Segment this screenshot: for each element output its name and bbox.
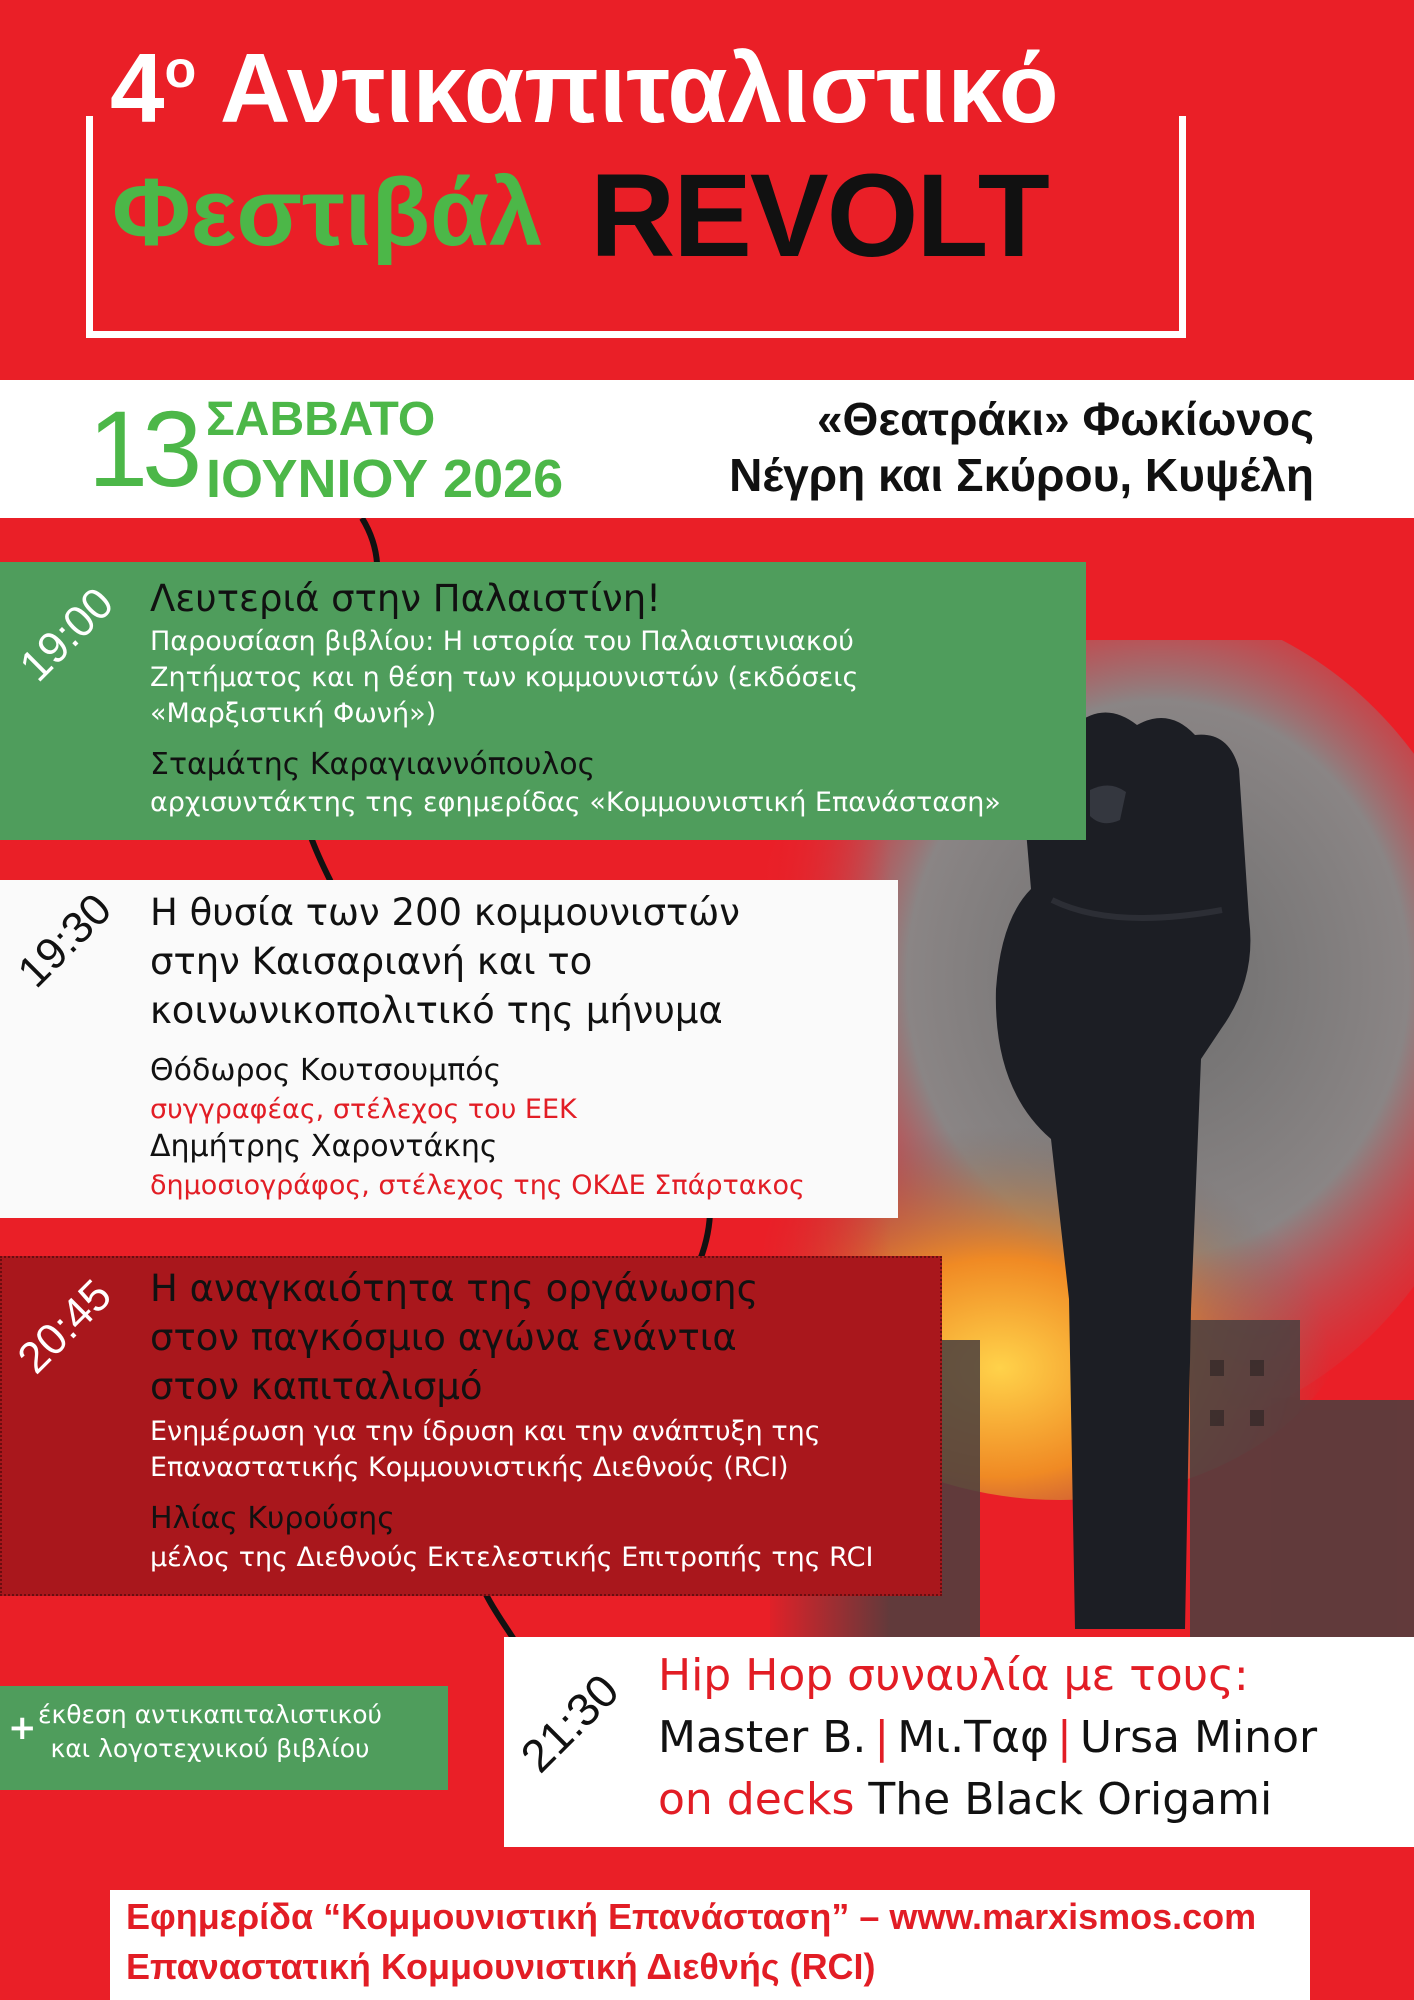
event-title-2-line-2: στην Καισαριανή και το — [150, 940, 593, 983]
festival-word: Φεστιβάλ — [112, 159, 543, 266]
speaker-name-3: Δημήτρης Χαροντάκης — [150, 1129, 498, 1164]
event-title-3-line-1: Η αναγκαιότητα της οργάνωσης — [150, 1267, 759, 1310]
dj-name: The Black Origami — [868, 1774, 1273, 1825]
month-year: ΙΟΥΝΙΟΥ 2026 — [206, 449, 564, 509]
concert-dj-line — [658, 1774, 1272, 1825]
event-title-2-line-1: Η θυσία των 200 κομμουνιστών — [150, 891, 740, 934]
speaker-role-1: αρχισυντάκτης της εφημερίδας «Κομμουνιστική Επανάσταση» — [150, 787, 1001, 818]
exhibition-line-2: και λογοτεχνικού βιβλίου — [50, 1734, 370, 1763]
concert-heading: Hip Hop συναυλία με τους: — [658, 1650, 1249, 1701]
event-title-3-line-3: στον καπιταλισμό — [150, 1365, 483, 1408]
event-title-2-line-3: κοινωνικοπολιτικό της μήνυμα — [150, 989, 723, 1032]
day-name: ΣΑΒΒΑΤΟ — [206, 393, 436, 446]
artist-separator: | — [874, 1712, 890, 1763]
exhibition-line-1: έκθεση αντικαπιταλιστικού — [38, 1700, 383, 1729]
speaker-role-4: μέλος της Διεθνούς Εκτελεστικής Επιτροπής της RCI — [150, 1542, 874, 1573]
concert-time: 21:30 — [510, 1663, 629, 1783]
event-time-2: 19:30 — [8, 884, 121, 997]
event-subtitle-1-line-1: Παρουσίαση βιβλίου: Η ιστορία του Παλαιστινιακού — [150, 626, 854, 657]
revolt-word: REVOLT — [590, 150, 1048, 282]
decks-label: on decks — [658, 1774, 855, 1825]
footer-organization-line: Επαναστατική Κομμουνιστική Διεθνής (RCI) — [126, 1946, 876, 1987]
venue-name: «Θεατράκι» Φωκίωνος — [816, 393, 1314, 445]
event-subtitle-3-line-1: Ενημέρωση για την ίδρυση και την ανάπτυξη της — [150, 1416, 821, 1447]
event-title-1: Λευτεριά στην Παλαιστίνη! — [150, 577, 661, 620]
speaker-name-4: Ηλίας Κυρούσης — [150, 1501, 395, 1536]
artist-separator: | — [1057, 1712, 1072, 1763]
speaker-name-1: Σταμάτης Καραγιαννόπουλος — [150, 747, 596, 782]
artist-3: Ursa Minor — [1079, 1712, 1318, 1763]
artist-1: Master B. — [658, 1712, 867, 1763]
footer-newspaper-line: Εφημερίδα “Κομμουνιστική Επανάσταση” – www.marxismos.com — [126, 1896, 1257, 1937]
speaker-role-3: δημοσιογράφος, στέλεχος της ΟΚΔΕ Σπάρτακος — [150, 1170, 805, 1201]
event-subtitle-1-line-2: Ζητήματος και η θέση των κομμουνιστών (εκδόσεις — [150, 662, 859, 693]
venue-address: Νέγρη και Σκύρου, Κυψέλη — [729, 449, 1314, 501]
event-title-3-line-2: στον παγκόσμιο αγώνα ενάντια — [150, 1316, 737, 1359]
event-time-3: 20:45 — [8, 1270, 121, 1383]
event-time-1: 19:00 — [10, 578, 123, 691]
event-subtitle-3-line-2: Επαναστατικής Κομμουνιστικής Διεθνούς (RCI) — [150, 1452, 789, 1483]
artist-2: Μι.Ταφ — [897, 1712, 1049, 1763]
speaker-role-2: συγγραφέας, στέλεχος του ΕΕΚ — [150, 1094, 577, 1125]
speaker-name-2: Θόδωρος Κουτσουμπός — [150, 1053, 502, 1088]
festival-edition-title: $4^o$ Αντικαπιταλιστικό — [110, 33, 1059, 143]
event-subtitle-1-line-3: «Μαρξιστική Φωνή») — [150, 698, 437, 729]
concert-artists — [658, 1712, 1317, 1763]
plus-icon: + — [8, 1708, 37, 1748]
exhibition-text — [38, 1698, 382, 1766]
day-number: 13 — [88, 388, 197, 509]
